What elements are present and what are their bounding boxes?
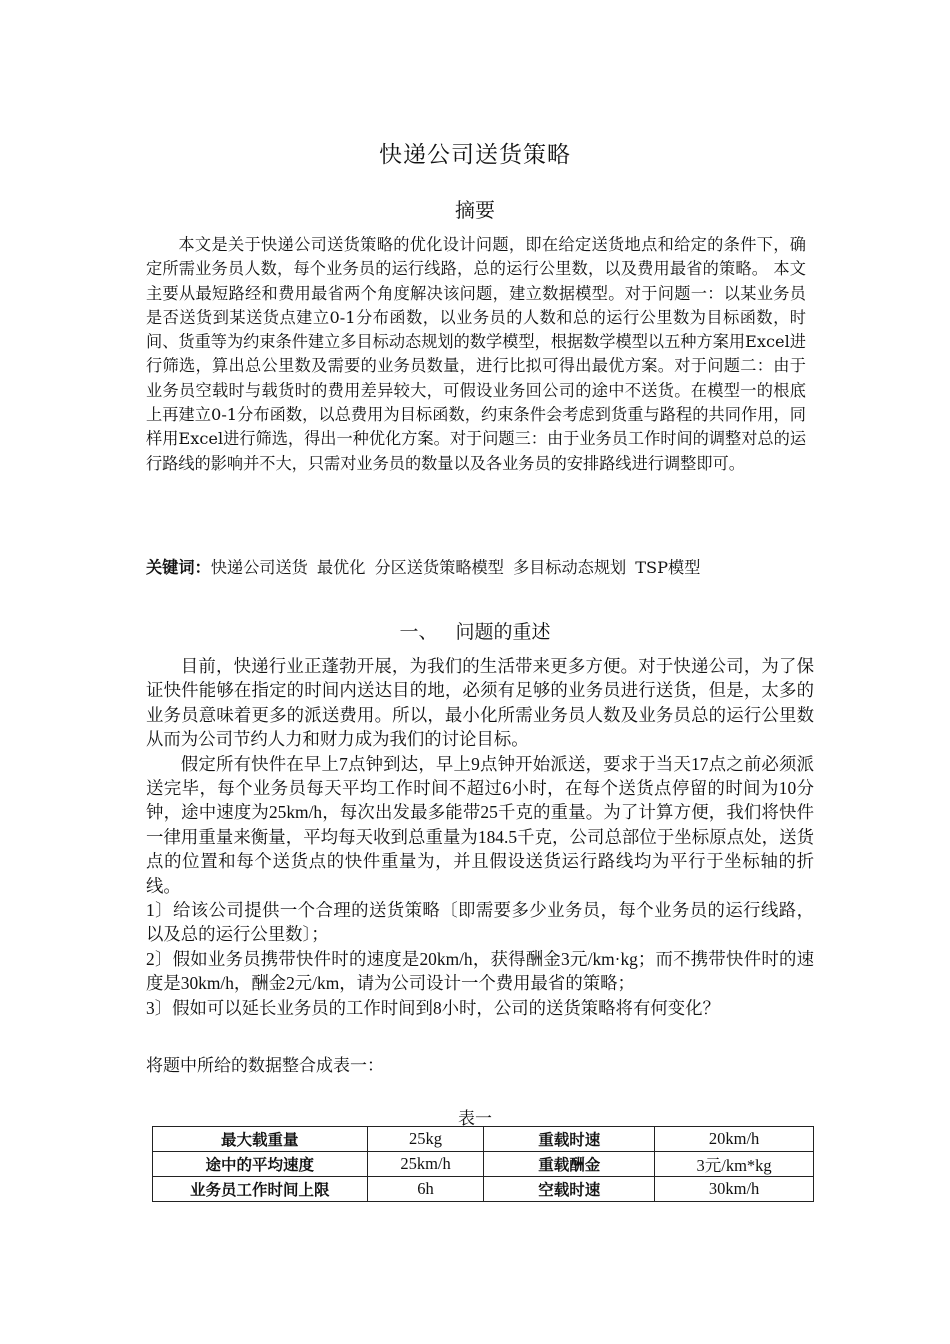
table-lead-in: 将题中所给的数据整合成表一： — [146, 1056, 384, 1075]
keyword-item: TSP模型 — [635, 558, 701, 577]
section-title: 问题的重述 — [455, 621, 551, 643]
keyword-item: 多目标动态规划 — [512, 558, 627, 577]
section-number: 一、 — [399, 621, 438, 643]
table-cell-value: 25kg — [367, 1127, 484, 1152]
table-cell-label: 途中的平均速度 — [153, 1152, 368, 1177]
keyword-item: 分区送货策略模型 — [374, 558, 504, 577]
table-cell-value: 25km/h — [367, 1152, 484, 1177]
table-cell-value: 6h — [367, 1177, 484, 1202]
section-heading — [0, 617, 950, 644]
table-row — [153, 1127, 814, 1152]
table-cell-label: 业务员工作时间上限 — [153, 1177, 368, 1202]
paragraph: 假定所有快件在早上7点钟到达，早上9点钟开始派送，要求于当天17点之前必须派送完毕，每个业务员每天平均工作时间不超过6小时，在每个送货点停留的时间为10分钟，途中速度为25km/h，每次出发最多能带25千克的重量。为了计算方便，我们将快件一律用重量来衡量，平均每天收到总重量为184.5千克，公司总部位于坐标原点处，送货点的位置和每个送货点的快件重量为，并且假设送货运行路线均为平行于坐标轴的折线。 — [146, 753, 814, 896]
table-cell-value: 3元/km*kg — [655, 1152, 814, 1177]
keyword-item: 最优化 — [316, 558, 366, 577]
abstract-heading: 摘要 — [455, 198, 495, 222]
table-caption: 表一 — [458, 1109, 492, 1128]
table-row — [153, 1177, 814, 1202]
question-item: 2〕假如业务员携带快件时的速度是20km/h，获得酬金3元/km·kg；而不携带快件时的速度是30km/h，酬金2元/km，请为公司设计一个费用最省的策略； — [146, 948, 814, 994]
paragraph: 目前，快递行业正蓬勃开展，为我们的生活带来更多方便。对于快递公司，为了保证快件能够在指定的时间内送达目的地，必须有足够的业务员进行送货，但是，太多的业务员意味着更多的派送费用。所以，最小化所需业务员人数及业务员总的运行公里数从而为公司节约人力和财力成为我们的讨论目标。 — [146, 656, 814, 750]
table-cell-label: 重载酬金 — [484, 1152, 655, 1177]
table-cell-label: 空载时速 — [484, 1177, 655, 1202]
table-cell-value: 30km/h — [655, 1177, 814, 1202]
keyword-item: 快递公司送货 — [210, 558, 308, 577]
table-cell-label: 重载时速 — [484, 1127, 655, 1152]
question-item: 1〕给该公司提供一个合理的送货策略〔即需要多少业务员，每个业务员的运行线路，以及总的运行公里数〕； — [146, 900, 814, 945]
document-title: 快递公司送货策略 — [379, 142, 571, 168]
parameters-table — [152, 1126, 814, 1202]
section-body — [146, 654, 814, 1020]
abstract-body: 本文是关于快递公司送货策略的优化设计问题，即在给定送货地点和给定的条件下，确定所需业务员人数，每个业务员的运行线路，总的运行公里数，以及费用最省的策略。 本文主要从最短路经和费用最省两个角度解决该问题，建立数据模型。对于问题一：以某业务员是否送货到某送货点建立0-1分布函数，以业务员的人数和总的运行公里数为目标函数，时间、货重等为约束条件建立多目标动态规划的数学模型，根据数学模型以五种方案用Excel进行筛选，算出总公里数及需要的业务员数量，进行比拟可得出最优方案。对于问题二：由于业务员空载时与载货时的费用差异较大，可假设业务回公司的途中不送货。在模型一的根底上再建立0-1分布函数，以总费用为目标函数，约束条件会考虑到货重与路程的共同作用，同样用Excel进行筛选，得出一种优化方案。对于问题三：由于业务员工作时间的调整对总的运行路线的影响并不大，只需对业务员的数量以及各业务员的安排路线进行调整即可。 — [146, 235, 806, 473]
table-cell-label: 最大载重量 — [153, 1127, 368, 1152]
question-item: 3〕假如可以延长业务员的工作时间到8小时，公司的送货策略将有何变化？ — [146, 997, 720, 1018]
table-cell-value: 20km/h — [655, 1127, 814, 1152]
table-row — [153, 1152, 814, 1177]
keywords-line — [146, 556, 826, 580]
keywords-label: 关键词： — [146, 558, 211, 577]
